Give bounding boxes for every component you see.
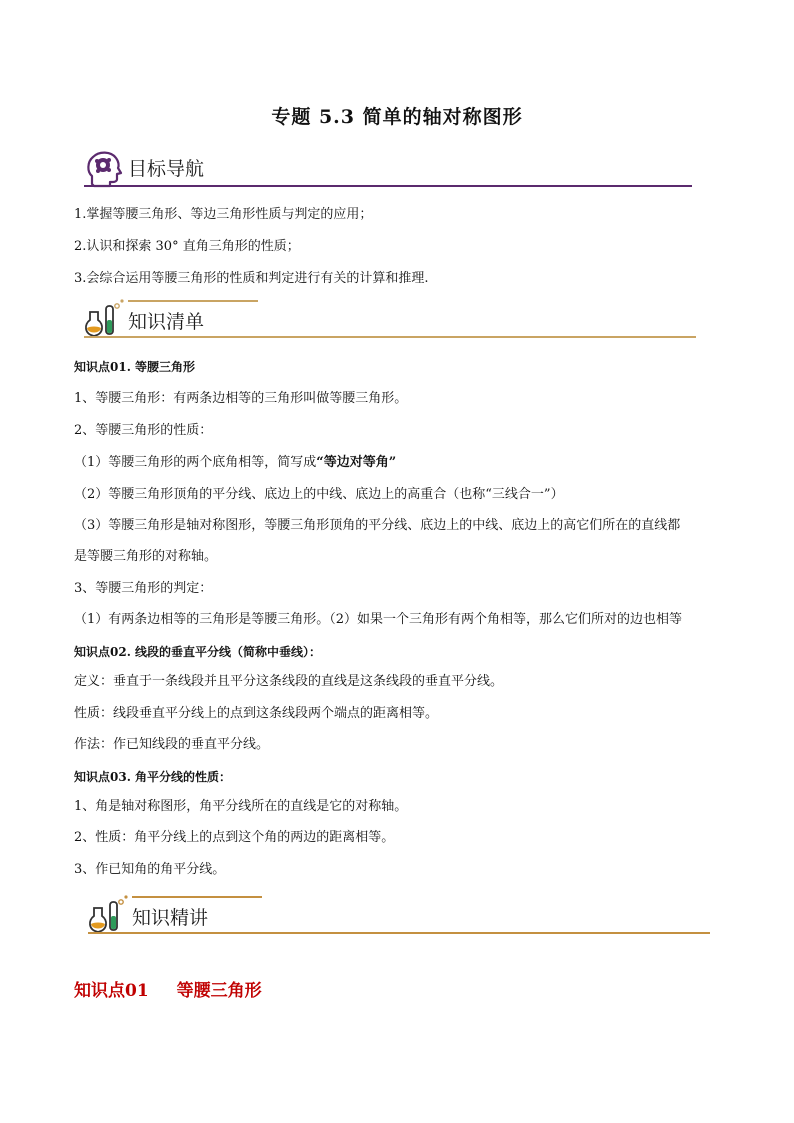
kp3-line-2: 2、性质：角平分线上的点到这个角的两边的距离相等。 (74, 830, 395, 845)
kp3-line-1: 1、角是轴对称图形，角平分线所在的直线是它的对称轴。 (74, 799, 408, 814)
kp1-line-8: （1）有两条边相等的三角形是等腰三角形。（2）如果一个三角形有两个角相等，那么它们所对的边也相等 (74, 612, 683, 627)
section-goals-header (84, 148, 694, 192)
kp1-line-3-text: （1）等腰三角形的两个底角相等，简写成 (74, 455, 317, 470)
kp1-line-1: 1、等腰三角形：有两条边相等的三角形叫做等腰三角形。 (74, 391, 408, 406)
kp1-line-3-emphasis: “等边对等角” (316, 455, 397, 470)
section-lecture-header (88, 892, 712, 936)
flask-icon (84, 296, 128, 340)
section-checklist-rule (84, 336, 696, 338)
head-brain-icon (84, 148, 124, 188)
goal-item-3: 3.会综合运用等腰三角形的性质和判定进行有关的计算和推理. (74, 271, 429, 286)
lecture-kp-number: 知识点01 (74, 981, 149, 1001)
goal-item-1: 1.掌握等腰三角形、等边三角形性质与判定的应用； (74, 207, 373, 222)
section-checklist-label: 知识清单 (128, 311, 205, 333)
goal-item-2: 2.认识和探索 30° 直角三角形的性质； (74, 239, 300, 254)
section-checklist-header (84, 296, 698, 340)
section-goals-rule (84, 185, 692, 187)
section-lecture-top-rule (132, 896, 262, 898)
lecture-kp-name: 等腰三角形 (176, 981, 262, 1001)
page-title: 专题 5.3 简单的轴对称图形 (271, 106, 523, 128)
kp3-line-3: 3、作已知角的角平分线。 (74, 862, 226, 877)
kp2-line-2: 性质：线段垂直平分线上的点到这条线段两个端点的距离相等。 (74, 706, 439, 721)
section-lecture-label: 知识精讲 (132, 907, 209, 929)
kp1-line-7: 3、等腰三角形的判定： (74, 581, 213, 596)
lecture-kp-title (74, 976, 262, 1001)
kp1-line-5: （3）等腰三角形是轴对称图形，等腰三角形顶角的平分线、底边上的中线、底边上的高它们所在的直线都 (74, 518, 681, 533)
section-lecture-rule (88, 932, 710, 934)
kp2-line-3: 作法：作已知线段的垂直平分线。 (74, 737, 270, 752)
section-goals-label: 目标导航 (128, 158, 205, 180)
kp1-line-4: （2）等腰三角形顶角的平分线、底边上的中线、底边上的高重合（也称“三线合一”） (74, 487, 564, 502)
section-checklist-top-rule (128, 300, 258, 302)
kp2-heading: 知识点02. 线段的垂直平分线（简称中垂线）： (74, 645, 322, 659)
kp1-line-2: 2、等腰三角形的性质： (74, 423, 213, 438)
flask-icon (88, 892, 132, 936)
kp1-line-3 (74, 455, 396, 471)
kp1-line-6: 是等腰三角形的对称轴。 (74, 549, 218, 564)
kp1-heading: 知识点01. 等腰三角形 (74, 360, 196, 374)
kp3-heading: 知识点03. 角平分线的性质： (74, 770, 232, 784)
kp2-line-1: 定义：垂直于一条线段并且平分这条线段的直线是这条线段的垂直平分线。 (74, 674, 504, 689)
